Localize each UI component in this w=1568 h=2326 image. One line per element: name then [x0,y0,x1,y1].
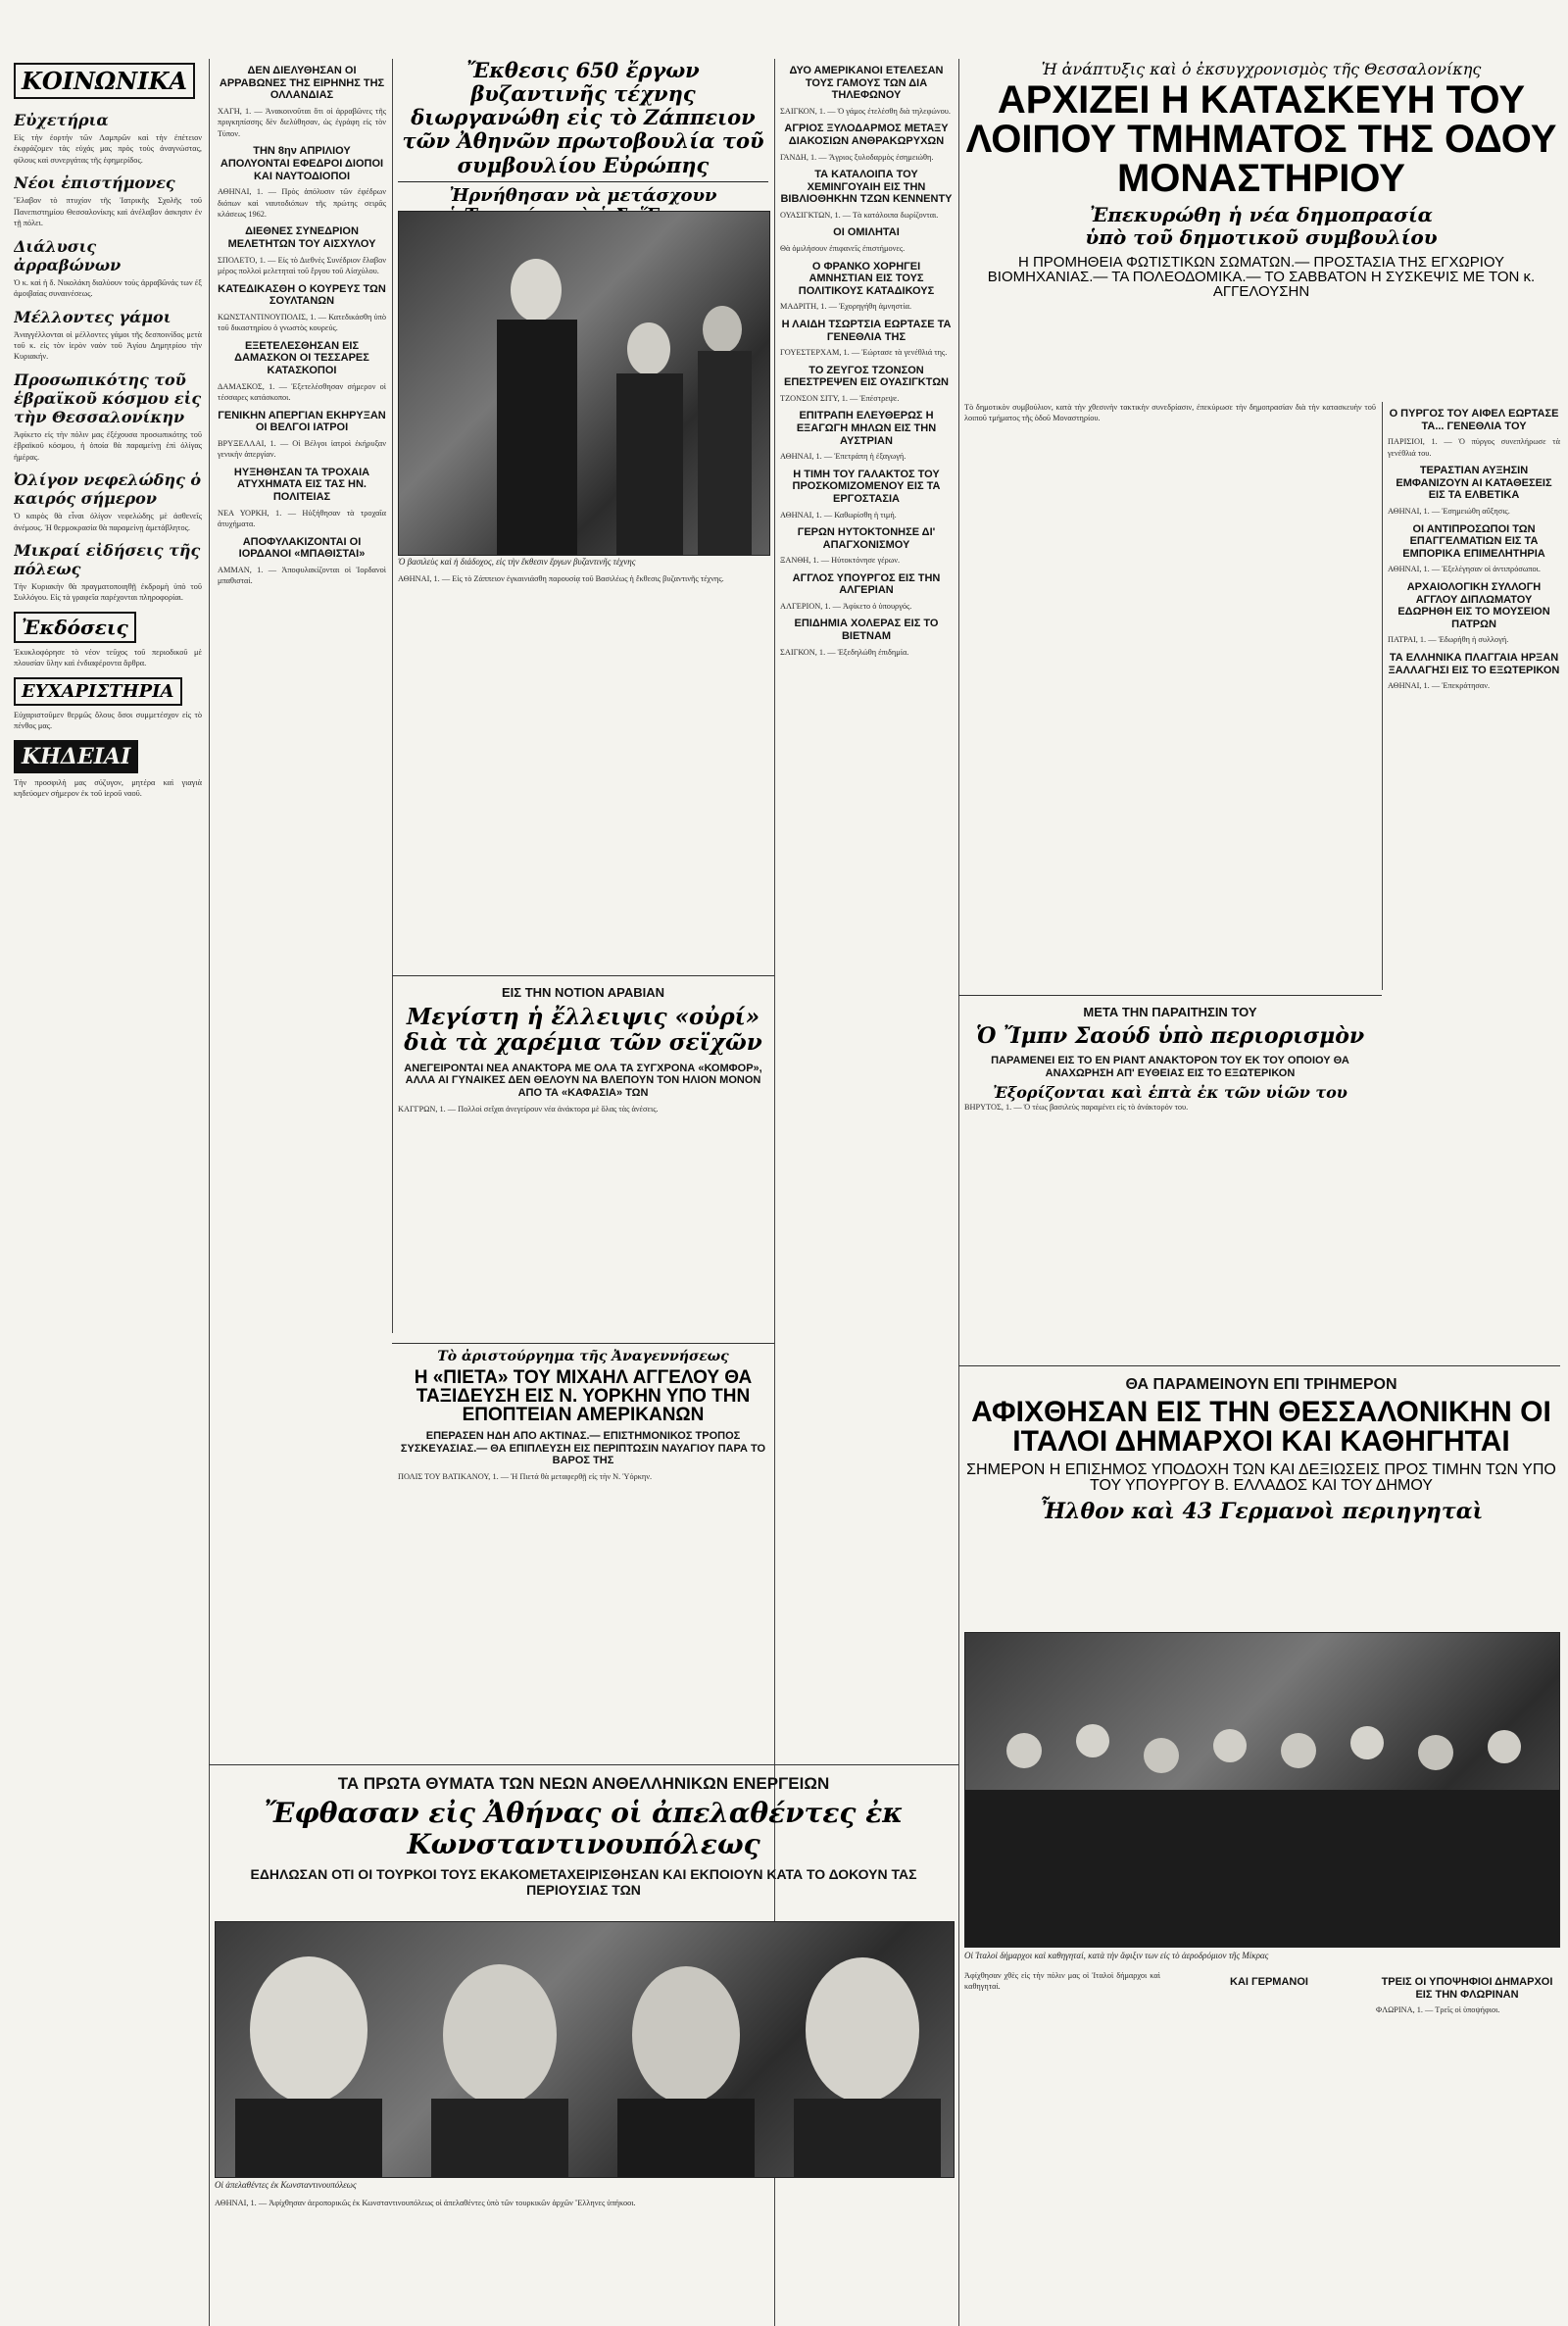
news-column-4 [780,59,953,1274]
article-body: ΦΛΩΡΙΝΑ, 1. — Τρεῖς οἱ ὑποψήφιοι. [1376,2005,1500,2015]
books-banner: Ἐκδόσεις [14,612,136,643]
deportees-subhead: ΕΔΗΛΩΣΑΝ ΟΤΙ ΟΙ ΤΟΥΡΚΟΙ ΤΟΥΣ ΕΚΑΚΟΜΕΤΑΧΕΙΡΙΣΘΗΣΑΝ ΚΑΙ ΕΚΠΟΙΟΥΝ ΚΑΤΑ ΤΟ ΔΟΚΟΥΝ ΤΑΣ ΠΕΡΙΟΥΣΙΑΣ ΤΩΝ [250,1865,917,1899]
king-photo [398,211,770,556]
news-column-2 [218,59,386,1264]
article-headline: ΑΓΡΙΟΣ ΞΥΛΟΔΑΡΜΟΣ ΜΕΤΑΞΥ ΔΙΑΚΟΣΙΩΝ ΑΝΘΡΑΚΩΡΥΧΩΝ [784,123,949,147]
divider [958,995,1382,996]
monastiriou-deck: Η ΠΡΟΜΗΘΕΙΑ ΦΩΤΙΣΤΙΚΩΝ ΣΩΜΑΤΩΝ.— ΠΡΟΣΤΑΣΙΑ ΤΗΣ ΕΓΧΩΡΙΟΥ ΒΙΟΜΗΧΑΝΙΑΣ.— ΤΑ ΠΟΛΕΟΔΟΜΙΚΑ.— ΤΟ ΣΑΒΒΑΤΟΝ Η ΣΥΣΚΕΨΙΣ ΜΕ ΤΟΝ κ. ΑΓΓΕΛΟΥΣΗΝ [987,254,1536,301]
divider [392,975,774,976]
article-body: Θὰ ὁμιλήσουν ἐπιφανεῖς ἐπιστήμονες. [780,244,906,254]
byzantine-body [398,573,768,965]
article-body: ΑΘΗΝΑΙ, 1. — Καθωρίσθη ἡ τιμή. [780,510,897,520]
funerals-body: Τὴν προσφιλή μας σύζυγον, μητέρα καὶ γιαγιὰ κηδεύομεν σήμερον ἐκ τοῦ ἱεροῦ ναοῦ. [14,777,202,799]
section-body: Τὴν Κυριακὴν θὰ πραγματοποιηθῇ ἐκδρομὴ ὑπὸ τοῦ Συλλόγου. Εἰς τὰ γραφεῖα παρέχονται πληροφορίαι. [14,582,202,603]
social-column [14,59,202,2313]
deportees-body [215,2198,953,2315]
article-body: ΔΑΜΑΣΚΟΣ, 1. — Ἐξετελέσθησαν σήμερον οἱ τέσσαρες κατάσκοποι. [218,381,386,403]
article-headline: ΤΟ ΖΕΥΓΟΣ ΤΖΟΝΣΟΝ ΕΠΕΣΤΡΕΨΕΝ ΕΙΣ ΟΥΑΣΙΓΚΤΩΝ [784,364,949,389]
article-body: ΟΥΑΣΙΓΚΤΩΝ, 1. — Τὰ κατάλοιπα δωρίζονται. [780,211,939,220]
mayors-photo [964,1632,1560,1948]
saud-subhead: ΠΑΡΑΜΕΝΕΙ ΕΙΣ ΤΟ ΕΝ ΡΙΑΝΤ ΑΝΑΚΤΟΡΟΝ ΤΟΥ ΕΚ ΤΟΥ ΟΠΟΙΟΥ ΘΑ ΑΝΑΧΩΡΗΣΗ ΑΠ' ΕΥΘΕΙΑΣ ΕΙΣ ΤΟ ΕΞΩΤΕΡΙΚΟΝ [991,1055,1349,1079]
article-headline: ΑΠΟΦΥΛΑΚΙΖΟΝΤΑΙ ΟΙ ΙΟΡΔΑΝΟΙ «ΜΠΑΘΙΣΤΑΙ» [238,535,366,561]
italians-headline: ΑΦΙΧΘΗΣΑΝ ΕΙΣ ΤΗΝ ΘΕΣΣΑΛΟΝΙΚΗΝ ΟΙ ΙΤΑΛΟΙ ΔΗΜΑΡΧΟΙ ΚΑΙ ΚΑΘΗΓΗΤΑΙ [971,1396,1551,1459]
section-title: Μικραί εἰδήσεις τῆς πόλεως [14,541,201,578]
article-body: ΤΖΟΝΣΟΝ ΣΙΤΥ, 1. — Ἐπέστρεψε. [780,393,900,403]
article-body: ΠΑΤΡΑΙ, 1. — Ἐδωρήθη ἡ συλλογή. [1388,635,1509,645]
byzantine-headline: Ἔκθεσις 650 ἔργων βυζαντινῆς τέχνης διωργανώθη εἰς τὸ Ζάππειον τῶν Ἀθηνῶν πρωτοβουλία τοῦ συμβουλίου Εὐρώπης [398,59,768,182]
article-body: ΑΘΗΝΑΙ, 1. — Ἐπεκράτησαν. [1388,681,1491,691]
monastiriou-subhead-2: ὑπὸ τοῦ δημοτικοῦ συμβουλίου [1085,225,1438,250]
section-title: Νέοι ἐπιστήμονες [14,173,175,193]
article-headline: ΟΙ ΟΜΙΛΗΤΑΙ [833,226,900,239]
article-headline: ΕΠΙΤΡΑΠΗ ΕΛΕΥΘΕΡΩΣ Η ΕΞΑΓΩΓΗ ΜΗΛΩΝ ΕΙΣ ΤΗΝ ΑΥΣΤΡΙΑΝ [796,410,937,447]
monastiriou-body [964,402,1376,990]
pieta-kicker: Τὸ ἀριστούργημα τῆς Ἀναγεννήσεως [437,1349,729,1364]
article-body: ΒΗΡΥΤΟΣ, 1. — Ὁ τέως βασιλεὺς παραμένει εἰς τὸ ἀνάκτορόν του. [964,1102,1189,1112]
saud-subhead-2: Ἐξορίζονται καὶ ἑπτὰ ἐκ τῶν υἱῶν του [993,1082,1348,1102]
deportees-photo-caption: Οἱ ἀπελαθέντες ἐκ Κωνσταντινουπόλεως [215,2180,357,2190]
article-body: Τὸ δημοτικὸν συμβούλιον, κατὰ τὴν χθεσινὴν τακτικὴν συνεδρίασιν, ἐπεκύρωσε τὴν δημοπρασίαν διὰ τὴν κατασκευὴν τοῦ λοιποῦ τμήματος τῆς ὁδοῦ Μοναστηρίου. [964,403,1376,423]
article-body: ΓΑΝΔΗ, 1. — Ἄγριος ξυλοδαρμὸς ἐσημειώθη. [780,152,934,162]
divider [209,1764,958,1765]
deportees-headline: Ἔφθασαν εἰς Ἀθήνας οἱ ἀπελαθέντες ἐκ Κωνσταντινουπόλεως [264,1796,904,1860]
monastiriou-headline: ΑΡΧΙΖΕΙ Η ΚΑΤΑΣΚΕΥΗ ΤΟΥ ΛΟΙΠΟΥ ΤΜΗΜΑΤΟΣ ΤΗΣ ΟΔΟΥ ΜΟΝΑΣΤΗΡΙΟΥ [965,78,1557,201]
monastiriou-kicker: Ἡ ἀνάπτυξις καὶ ὁ ἐκσυγχρονισμὸς τῆς Θεσσαλονίκης [1041,61,1482,78]
divider [958,1365,1560,1366]
section-body: Ἀφίκετο εἰς τὴν πόλιν μας ἐξέχουσα προσωπικότης τοῦ ἑβραϊκοῦ κόσμου, ἡ ὁποία θὰ παραμείνῃ ἐπὶ ὀλίγας ἡμέρας. [14,429,202,462]
section-body: Ὁ καιρὸς θὰ εἶναι ὀλίγον νεφελώδης μὲ ἀσθενεῖς ἀνέμους. Ἡ θερμοκρασία θὰ παραμείνῃ ἀμετάβλητος. [14,512,202,532]
article-body: ΚΑΓΓΡΩΝ, 1. — Πολλοὶ σεΐχαι ἀνεγείρουν νέα ἀνάκτορα μὲ ὅλας τὰς ἀνέσεις. [398,1104,659,1114]
section-body: Ἀναγγέλλονται οἱ μέλλοντες γάμοι τῆς δεσποινίδος μετὰ τοῦ κ. εἰς τὸν ἱερὸν ναὸν τοῦ Ἁγίου Δημητρίου τὴν Κυριακήν. [14,329,202,362]
article-body: ΝΕΑ ΥΟΡΚΗ, 1. — Ηὐξήθησαν τὰ τροχαῖα ἀτυχήματα. [218,508,386,529]
thanks-banner: ΕΥΧΑΡΙΣΤΗΡΙΑ [14,677,182,706]
article-headline: ΚΑΤΕΔΙΚΑΣΘΗ Ο ΚΟΥΡΕΥΣ ΤΩΝ ΣΟΥΛΤΑΝΩΝ [218,282,386,308]
books-body: Ἐκυκλοφόρησε τὸ νέον τεῦχος τοῦ περιοδικοῦ μὲ πλουσίαν ὕλην καὶ ἐνδιαφέροντα ἄρθρα. [14,647,202,668]
pieta-subhead: ΕΠΕΡΑΣΕΝ ΗΔΗ ΑΠΟ ΑΚΤΙΝΑΣ.— ΕΠΙΣΤΗΜΟΝΙΚΟΣ ΤΡΟΠΟΣ ΣΥΣΚΕΥΑΣΙΑΣ.— ΘΑ ΕΠΙΠΛΕΥΣΗ ΕΙΣ ΠΕΡΙΠΤΩΣΙΝ ΝΑΥΑΓΙΟΥ ΠΑΡΑ ΤΟ ΒΑΡΟΣ ΤΗΣ [400,1430,766,1467]
article-headline: ΑΡΧΑΙΟΛΟΓΙΚΗ ΣΥΛΛΟΓΗ ΑΓΓΛΟΥ ΔΙΠΛΩΜΑΤΟΥ ΕΔΩΡΗΘΗ ΕΙΣ ΤΟ ΜΟΥΣΕΙΟΝ ΠΑΤΡΩΝ [1397,580,1550,630]
article-body: ΚΩΝΣΤΑΝΤΙΝΟΥΠΟΛΙΣ, 1. — Κατεδικάσθη ὑπὸ τοῦ δικαστηρίου ὁ γνωστὸς κουρεύς. [218,312,386,333]
king-photo-caption: Ὁ βασιλεὺς καὶ ἡ διάδοχος, εἰς τὴν ἔκθεσιν ἔργων βυζαντινῆς τέχνης [398,557,636,567]
photo-portraits [216,1922,954,2177]
monastiriou-subhead-1: Ἐπεκυρώθη ἡ νέα δημοπρασία [1089,203,1434,227]
article-headline: Η ΤΙΜΗ ΤΟΥ ΓΑΛΑΚΤΟΣ ΤΟΥ ΠΡΟΣΚΟΜΙΖΟΜΕΝΟΥ ΕΙΣ ΤΑ ΕΡΓΟΣΤΑΣΙΑ [792,468,941,505]
italians-article [964,1370,1558,1625]
article-body: ΓΟΥΕΣΤΕΡΧΑΜ, 1. — Ἑώρτασε τὰ γενέθλιά της. [780,348,948,358]
pieta-article [398,1349,768,1741]
article-headline: Η ΛΑΙΔΗ ΤΣΩΡΤΣΙΑ ΕΩΡΤΑΣΕ ΤΑ ΓΕΝΕΘΛΙΑ ΤΗΣ [781,318,952,343]
article-body: ΑΘΗΝΑΙ, 1. — Ἐσημειώθη αὔξησις. [1388,507,1510,517]
article-body: ΞΑΝΘΗ, 1. — Ηὐτοκτόνησε γέρων. [780,556,901,566]
column-rule [209,59,210,2326]
article-headline: ΓΕΝΙΚΗΝ ΑΠΕΡΓΙΑΝ ΕΚΗΡΥΞΑΝ ΟΙ ΒΕΛΓΟΙ ΙΑΤΡΟΙ [218,409,386,434]
article-body: ΜΑΔΡΙΤΗ, 1. — Ἐχορηγήθη ἀμνηστία. [780,302,912,312]
article-headline: ΕΞΕΤΕΛΕΣΘΗΣΑΝ ΕΙΣ ΔΑΜΑΣΚΟΝ ΟΙ ΤΕΣΣΑΡΕΣ ΚΑΤΑΣΚΟΠΟΙ [234,339,369,377]
monastiriou-article [964,61,1558,399]
right-side-column [1388,402,1560,1362]
section-body: Ἔλαβον τὸ πτυχίον τῆς Ἰατρικῆς Σχολῆς τοῦ Πανεπιστημίου Θεσσαλονίκης καὶ ἀνέλαβον ἀσκησιν ἐν τῇ πόλει. [14,196,202,228]
article-headline: ΑΓΓΛΟΣ ΥΠΟΥΡΓΟΣ ΕΙΣ ΤΗΝ ΑΛΓΕΡΙΑΝ [792,571,941,597]
article-headline: ΕΠΙΔΗΜΙΑ ΧΟΛΕΡΑΣ ΕΙΣ ΤΟ ΒΙΕΤΝΑΜ [794,618,939,643]
arabia-kicker: ΕΙΣ ΤΗΝ ΝΟΤΙΟΝ ΑΡΑΒΙΑΝ [502,985,664,1000]
photo-figures [399,212,769,555]
thanks-body: Εὐχαριστοῦμεν θερμῶς ὅλους ὅσοι συμμετέσχον εἰς τὸ πένθος μας. [14,710,202,731]
arabia-headline: Μεγίστη ἡ ἔλλειψις «οὐρί» διὰ τὰ χαρέμια τῶν σεϊχῶν [404,1003,762,1057]
deportees-photo [215,1921,955,2178]
article-headline: ΚΑΙ ΓΕΡΜΑΝΟΙ [1230,1976,1308,1988]
pieta-headline: Η «ΠΙΕΤΑ» ΤΟΥ ΜΙΧΑΗΛ ΑΓΓΕΛΟΥ ΘΑ ΤΑΞΙΔΕΥΣΗ ΕΙΣ Ν. ΥΟΡΚΗΝ ΥΠΟ ΤΗΝ ΕΠΟΠΤΕΙΑΝ ΑΜΕΡΙΚΑΝΩΝ [414,1367,753,1426]
saud-headline: Ὁ Ἴμπν Σαούδ ὑπὸ περιορισμὸν [975,1022,1365,1049]
article-body: ΠΑΡΙΣΙΟΙ, 1. — Ὁ πύργος συνεπλήρωσε τὰ γενέθλιά του. [1388,437,1560,458]
article-headline: ΤΡΕΙΣ ΟΙ ΥΠΟΨΗΦΙΟΙ ΔΗΜΑΡΧΟΙ ΕΙΣ ΤΗΝ ΦΛΩΡΙΝΑΝ [1381,1976,1553,2001]
article-body: ΑΘΗΝΑΙ, 1. — Πρὸς ἀπόλυσιν τῶν ἐφέδρων διόπων καὶ ναυτοδιόπων τῆς πρώτης σειρᾶς κλάσεως 1962. [218,187,386,220]
article-body: ΑΘΗΝΑΙ, 1. — Ἐξελέγησαν οἱ ἀντιπρόσωποι. [1388,565,1541,574]
mayors-photo-caption: Οἱ Ἰταλοὶ δήμαρχοι καὶ καθηγηταί, κατὰ τὴν ἄφιξιν των εἰς τὸ ἀεροδρόμιον τῆς Μίκρας [964,1951,1269,1960]
article-headline: ΔΙΕΘΝΕΣ ΣΥΝΕΔΡΙΟΝ ΜΕΛΕΤΗΤΩΝ ΤΟΥ ΑΙΣΧΥΛΟΥ [227,225,376,251]
section-title: Προσωπικότης τοῦ ἑβραϊκοῦ κόσμου εἰς τὴν Θεσσαλονίκην [14,370,202,426]
article-headline: ΤΑ ΚΑΤΑΛΟΙΠΑ ΤΟΥ ΧΕΜΙΝΓΟΥΑΙΗ ΕΙΣ ΤΗΝ ΒΙΒΛΙΟΘΗΚΗΝ ΤΖΩΝ ΚΕΝΝΕΝΤΥ [780,169,953,206]
article-body: ΠΟΛΙΣ ΤΟΥ ΒΑΤΙΚΑΝΟΥ, 1. — Ἡ Πιετά θὰ μεταφερθῇ εἰς τὴν Ν. Ὑόρκην. [398,1472,653,1482]
arabia-article [398,980,768,1264]
saud-kicker: ΜΕΤΑ ΤΗΝ ΠΑΡΑΙΤΗΣΙΝ ΤΟΥ [1083,1005,1257,1019]
article-body: ΣΠΟΛΕΤΟ, 1. — Εἰς τὸ Διεθνὲς Συνέδριον ἔλαβον μέρος πολλοὶ μελετηταὶ τοῦ ἔργου τοῦ Αἰσχύλου. [218,255,386,276]
column-rule [1382,402,1383,990]
article-headline: ΤΕΡΑΣΤΙΑΝ ΑΥΞΗΣΙΝ ΕΜΦΑΝΙΖΟΥΝ ΑΙ ΚΑΤΑΘΕΣΕΙΣ ΕΙΣ ΤΑ ΕΛΒΕΤΙΚΑ [1396,465,1552,502]
column-rule [958,59,959,2326]
article-headline: ΤΗΝ 8ην ΑΠΡΙΛΙΟΥ ΑΠΟΛΥΟΝΤΑΙ ΕΦΕΔΡΟΙ ΔΙΟΠΟΙ ΚΑΙ ΝΑΥΤΟΔΙΟΠΟΙ [220,145,384,182]
article-body: ΑΘΗΝΑΙ, 1. — Ἐπετράπη ἡ ἐξαγωγή. [780,452,906,462]
section-title: Διάλυσις ἀρραβώνων [14,236,122,274]
italians-kicker: ΘΑ ΠΑΡΑΜΕΙΝΟΥΝ ΕΠΙ ΤΡΙΗΜΕΡΟΝ [1125,1376,1397,1393]
social-banner: ΚΟΙΝΩΝΙΚΑ [14,63,195,99]
funerals-banner: ΚΗΔΕΙΑΙ [14,740,138,773]
article-body: ΑΜΜΑΝ, 1. — Ἀποφυλακίζονται οἱ Ἰορδανοὶ μπαθισταί. [218,565,386,586]
article-body: ΑΘΗΝΑΙ, 1. — Ἀφίχθησαν ἀεροπορικῶς ἐκ Κωνσταντινουπόλεως οἱ ἀπελαθέντες ὑπὸ τῶν τουρκικῶν ἀρχῶν Ἕλληνες ὑπήκοοι. [215,2199,636,2207]
section-title: Ὀλίγον νεφελώδης ὁ καιρός σήμερον [14,470,202,509]
article-headline: ΗΥΞΗΘΗΣΑΝ ΤΑ ΤΡΟΧΑΙΑ ΑΤΥΧΗΜΑΤΑ ΕΙΣ ΤΑΣ ΗΝ. ΠΟΛΙΤΕΙΑΣ [233,466,370,504]
column-rule [392,59,393,1333]
photo-crowd [965,1633,1559,1947]
section-title: Μέλλοντες γάμοι [14,307,172,326]
article-headline: ΤΑ ΕΛΛΗΝΙΚΑ ΠΛΑΓΓΑΙΑ ΗΡΞΑΝ ΞΑΛΛΑΓΗΣΙ ΕΙΣ ΤΟ ΕΞΩΤΕΡΙΚΟΝ [1388,651,1560,676]
italians-body [964,1970,1160,2313]
byzantine-subhead-1: Ἠρνήθησαν νὰ μετάσχουν [449,184,717,206]
italians-subhead-2: Ἦλθον καὶ 43 Γερμανοὶ περιηγηταὶ [1039,1499,1484,1525]
article-body: ΑΛΓΕΡΙΟΝ, 1. — Ἀφίκετο ὁ ὑπουργός. [780,602,912,612]
article-body: Ἀφίχθησαν χθὲς εἰς τὴν πόλιν μας οἱ Ἰταλοὶ δήμαρχοι καὶ καθηγηταί. [964,1971,1160,1992]
saud-article [964,1000,1376,1353]
article-headline: ΔΕΝ ΔΙΕΛΥΘΗΣΑΝ ΟΙ ΑΡΡΑΒΩΝΕΣ ΤΗΣ ΕΙΡΗΝΗΣ ΤΗΣ ΟΛΛΑΝΔΙΑΣ [219,65,385,102]
article-body: ΣΑΙΓΚΟΝ, 1. — Ὁ γάμος ἐτελέσθη διὰ τηλεφώνου. [780,106,951,116]
article-body: ΑΘΗΝΑΙ, 1. — Εἰς τὸ Ζάππειον ἐγκαινιάσθη παρουσίᾳ τοῦ Βασιλέως ἡ ἔκθεσις βυζαντινῆς τέχνης. [398,574,724,583]
divider [392,1343,774,1344]
article-headline: ΔΥΟ ΑΜΕΡΙΚΑΝΟΙ ΕΤΕΛΕΣΑΝ ΤΟΥΣ ΓΑΜΟΥΣ ΤΩΝ ΔΙΑ ΤΗΛΕΦΩΝΟΥ [789,65,944,102]
article-headline: Ο ΠΥΡΓΟΣ ΤΟΥ ΑΙΦΕΛ ΕΩΡΤΑΣΕ ΤΑ... ΓΕΝΕΘΛΙΑ ΤΟΥ [1389,408,1559,432]
article-headline: ΟΙ ΑΝΤΙΠΡΟΣΩΠΟΙ ΤΩΝ ΕΠΑΓΓΕΛΜΑΤΙΩΝ ΕΙΣ ΤΑ ΕΜΠΟΡΙΚΑ ΕΠΙΜΕΛΗΤΗΡΙΑ [1402,522,1545,560]
germans-article [1171,1970,1367,2313]
article-headline: ΓΕΡΩΝ ΗΥΤΟΚΤΟΝΗΣΕ ΔΙ' ΑΠΑΓΧΟΝΙΣΜΟΥ [797,526,936,551]
arabia-subhead: ΑΝΕΓΕΙΡΟΝΤΑΙ ΝΕΑ ΑΝΑΚΤΟΡΑ ΜΕ ΟΛΑ ΤΑ ΣΥΓΧΡΟΝΑ «ΚΟΜΦΟΡ», ΑΛΛΑ ΑΙ ΓΥΝΑΙΚΕΣ ΔΕΝ ΘΕΛΟΥΝ ΝΑ ΒΛΕΠΟΥΝ ΤΟΝ ΗΛΙΟΝ ΜΟΝΟΝ ΑΠΟ ΤΑ «ΚΑΦΑΣΙΑ» ΤΩΝ [404,1062,762,1100]
deportees-kicker: ΤΑ ΠΡΩΤΑ ΘΥΜΑΤΑ ΤΩΝ ΝΕΩΝ ΑΝΘΕΛΛΗΝΙΚΩΝ ΕΝΕΡΓΕΙΩΝ [337,1774,830,1793]
section-body: Εἰς τὴν ἐορτήν τῶν Λαμπρῶν καὶ τὴν ἐπέτειον ἐκφράζομεν τὰς εὐχάς μας πρὸς τοὺς ἀναγνώστας, φίλους καὶ συνεργάτας τῆς ἐφημερίδος. [14,133,202,165]
deportees-article [215,1768,953,1915]
section-body: Ὁ κ. καὶ ἡ δ. Νικολάκη διαλύουν τοὺς ἀρραβῶνάς των ἐξ ἀμοιβαίας συναινέσεως. [14,277,202,299]
section-title: Εὐχετήρια [14,111,109,129]
article-body: ΒΡΥΞΕΛΛΑΙ, 1. — Οἱ Βέλγοι ἰατροὶ ἐκήρυξαν γενικὴν ἀπεργίαν. [218,438,386,460]
italians-subhead: ΣΗΜΕΡΟΝ Η ΕΠΙΣΗΜΟΣ ΥΠΟΔΟΧΗ ΤΩΝ ΚΑΙ ΔΕΞΙΩΣΕΙΣ ΠΡΟΣ ΤΙΜΗΝ ΤΩΝ ΥΠΟ ΤΟΥ ΥΠΟΥΡΓΟΥ Β. ΕΛΛΑΔΟΣ ΚΑΙ ΤΟΥ ΔΗΜΟΥ [966,1461,1556,1495]
florina-article [1376,1970,1558,2313]
article-body: ΧΑΓΗ, 1. — Ἀνακοινοῦται ὅτι οἱ ἀρραβῶνες τῆς πριγκηπίσσης δὲν διελύθησαν, ὡς ἐγράφη εἰς τὸν Τύπον. [218,106,386,138]
article-headline: Ο ΦΡΑΝΚΟ ΧΟΡΗΓΕΙ ΑΜΝΗΣΤΙΑΝ ΕΙΣ ΤΟΥΣ ΠΟΛΙΤΙΚΟΥΣ ΚΑΤΑΔΙΚΟΥΣ [798,260,935,297]
article-body: ΣΑΙΓΚΟΝ, 1. — Ἐξεδηλώθη ἐπιδημία. [780,647,909,657]
